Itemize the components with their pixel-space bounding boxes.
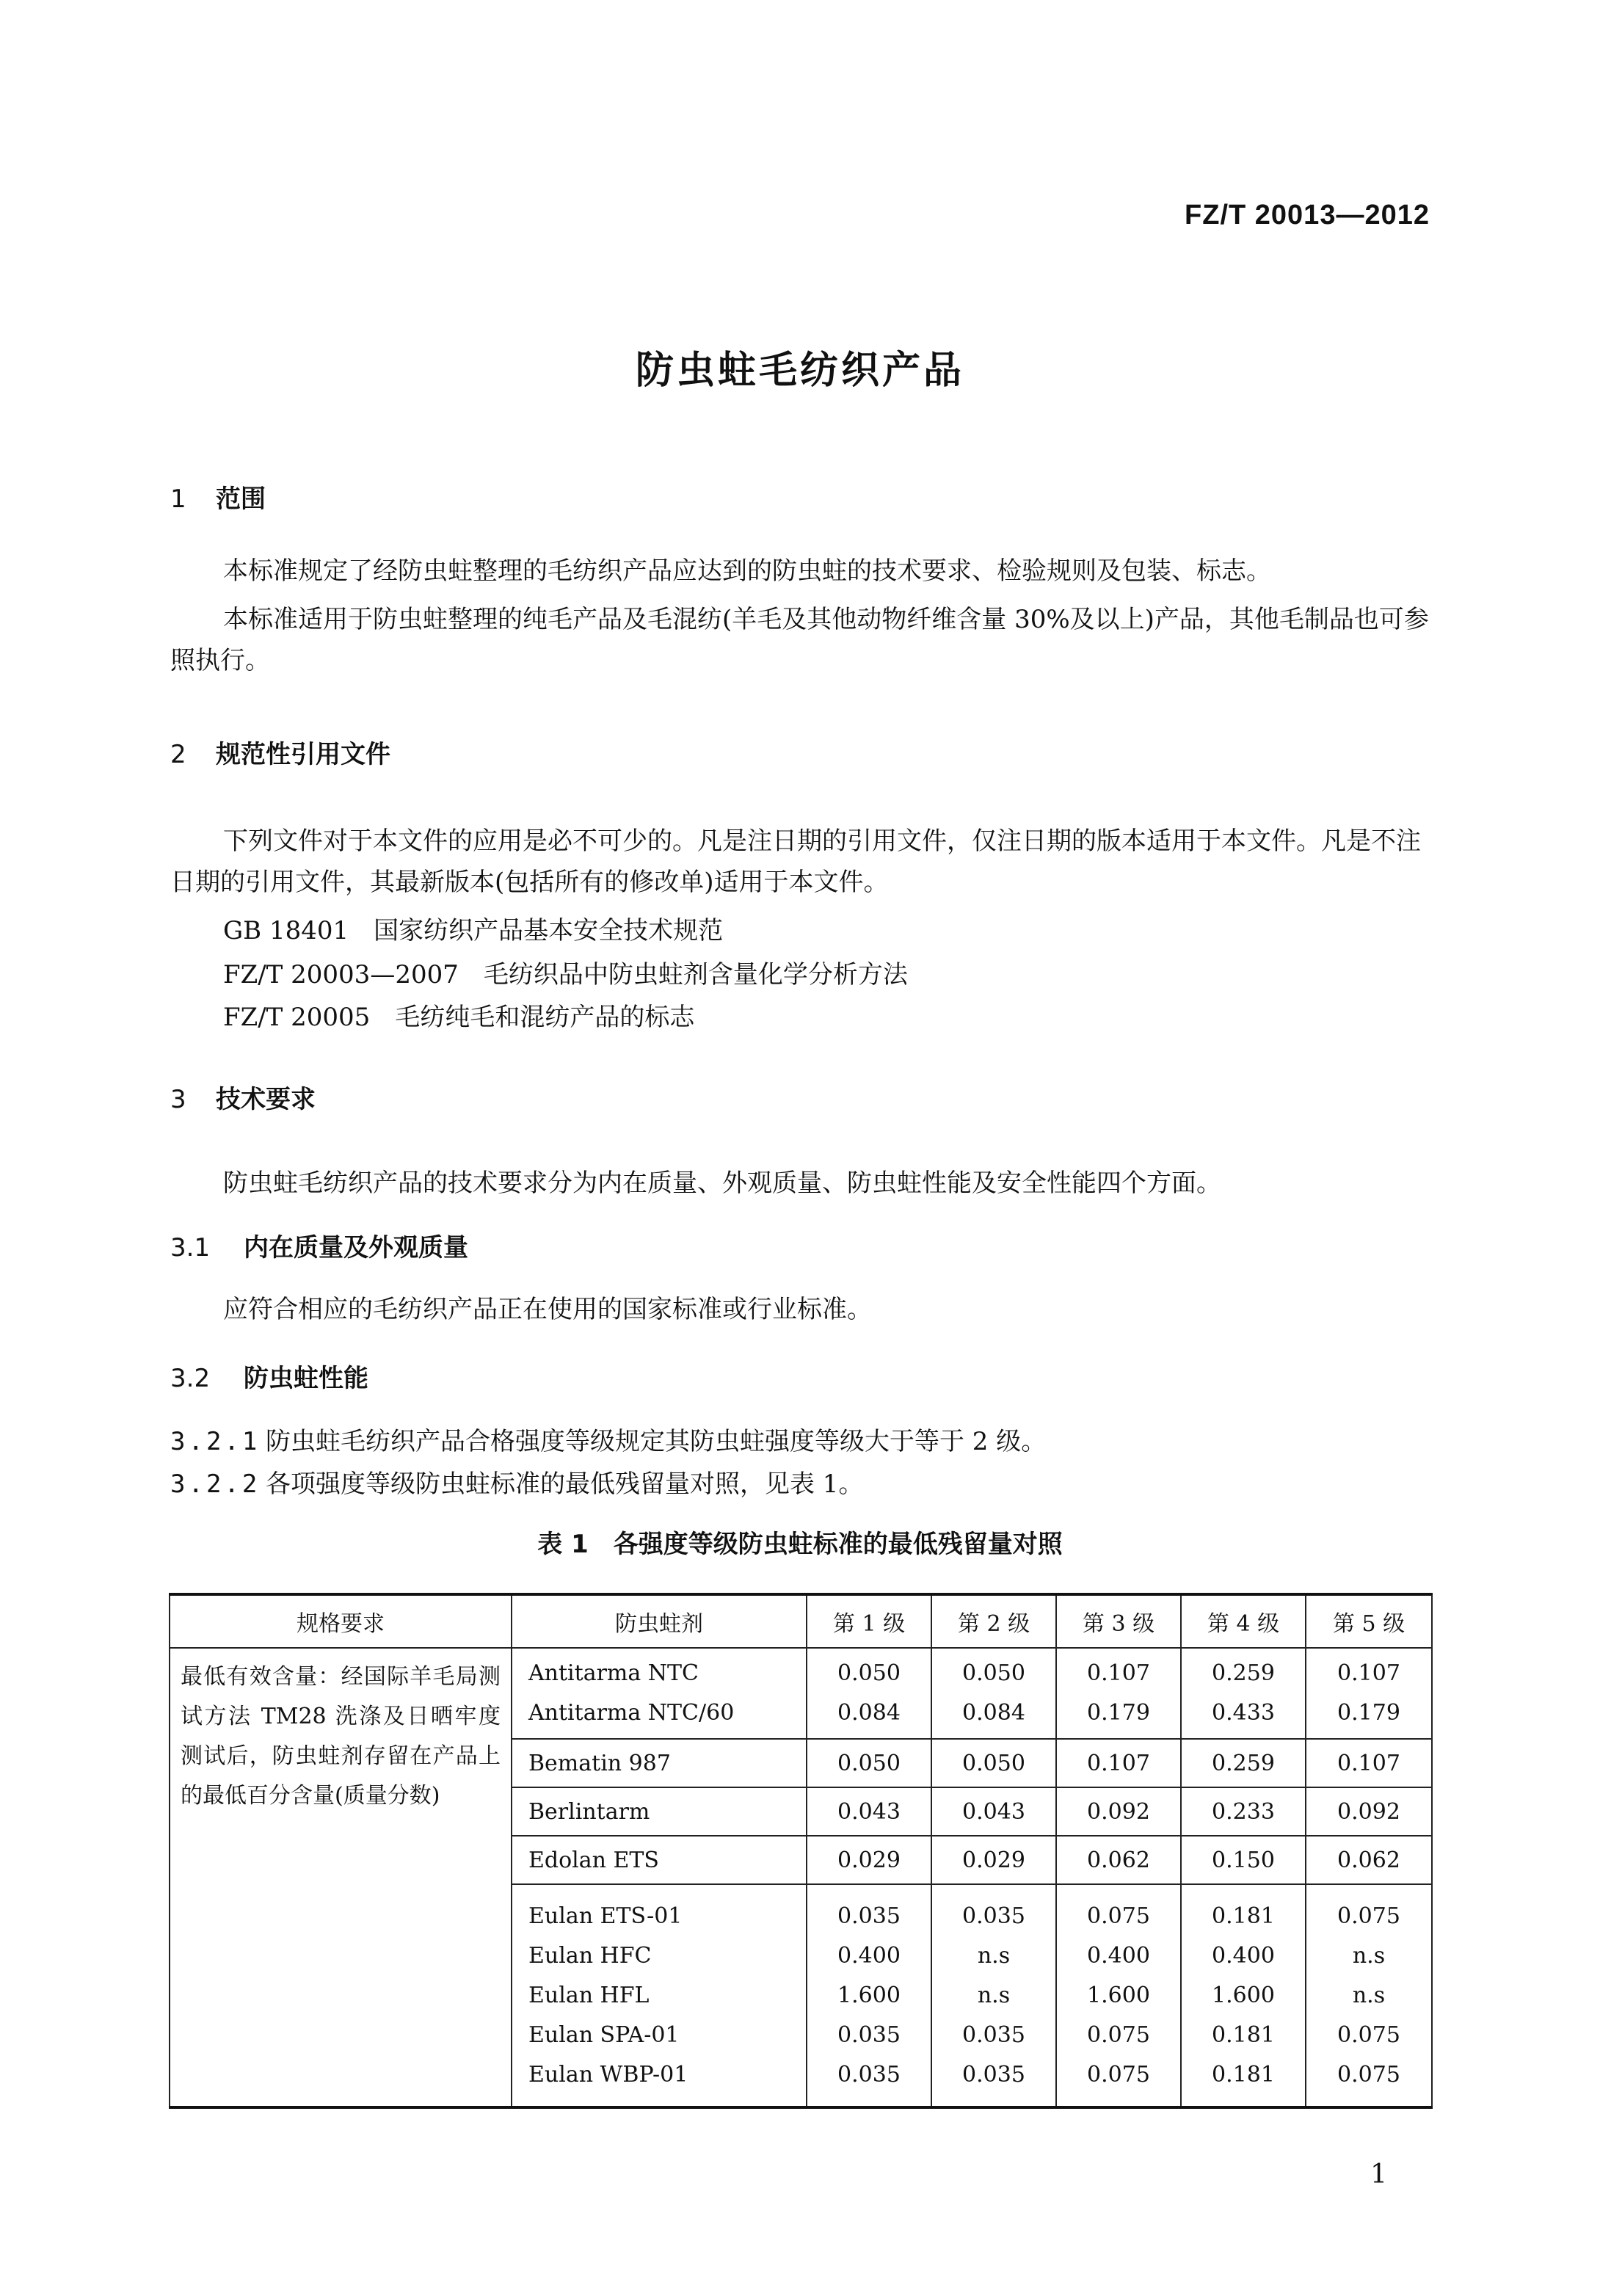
value: 0.035 [837, 2061, 901, 2088]
value: 0.035 [962, 1903, 1025, 1929]
value: 0.075 [1087, 2061, 1150, 2088]
value: 0.050 [837, 1660, 901, 1686]
grade-3-cell [1056, 1648, 1181, 1739]
page-number: 1 [1370, 2159, 1387, 2190]
value: 0.181 [1212, 2061, 1275, 2088]
value: 1.600 [1087, 1982, 1150, 2008]
section-3-2-heading [170, 1358, 368, 1394]
agent-name: Eulan ETS-01 [528, 1903, 683, 1929]
agent-name: Eulan SPA-01 [528, 2021, 680, 2048]
grade-4-cell [1181, 1884, 1306, 2107]
section-3-1-heading [170, 1227, 468, 1263]
value: 0.107 [1087, 1660, 1150, 1686]
column-header: 防虫蛀剂 [512, 1594, 807, 1648]
value: 0.259 [1212, 1660, 1275, 1686]
section-2-para-1: 下列文件对于本文件的应用是必不可少的。凡是注日期的引用文件，仅注日期的版本适用于本文件。凡是不注日期的引用文件，其最新版本(包括所有的修改单)适用于本文件。 [170, 827, 1421, 897]
grade-2-cell [931, 1884, 1056, 2107]
value: 0.400 [1212, 1942, 1275, 1969]
value: 0.050 [962, 1660, 1025, 1686]
section-title: 规范性引用文件 [216, 740, 390, 769]
agent-name: Eulan WBP-01 [528, 2061, 688, 2088]
value: 0.075 [1087, 2021, 1150, 2048]
grade-1-cell: 0.043 [807, 1787, 931, 1836]
value: 0.075 [1337, 2061, 1400, 2088]
clause-number: 3.2.2 [170, 1469, 261, 1499]
clause-3-2-2 [170, 1464, 863, 1500]
value: 0.035 [837, 1903, 901, 1929]
grade-3-cell: 0.092 [1056, 1787, 1181, 1836]
section-1-para-1: 本标准规定了经防虫蛀整理的毛纺织产品应达到的防虫蛀的技术要求、检验规则及包装、标志。 [223, 556, 1271, 586]
normative-reference: FZ/T 20005 毛纺纯毛和混纺产品的标志 [223, 1003, 695, 1032]
grade-1-cell: 0.050 [807, 1739, 931, 1787]
section-title: 范围 [216, 484, 266, 514]
grade-2-cell: 0.043 [931, 1787, 1056, 1836]
value: n.s [1352, 1982, 1386, 2008]
value: 0.400 [837, 1942, 901, 1969]
document-title: 防虫蛀毛纺织产品 [635, 349, 964, 393]
value: 0.035 [837, 2021, 901, 2048]
value: 0.084 [837, 1700, 901, 1726]
section-title: 技术要求 [216, 1085, 316, 1114]
value: n.s [977, 1982, 1011, 2008]
section-number: 3.2 [170, 1364, 211, 1393]
table-caption: 表 1 各强度等级防虫蛀标准的最低残留量对照 [537, 1530, 1063, 1559]
value: 0.035 [962, 2021, 1025, 2048]
agent-cell [512, 1884, 807, 2107]
requirement-cell: 最低有效含量：经国际羊毛局测试方法 TM28 洗涤及日晒牢度测试后，防虫蛀剂存留在产品上的最低百分含量(质量分数) [170, 1648, 512, 2107]
grade-1-cell [807, 1884, 931, 2107]
clause-3-2-1 [170, 1421, 1046, 1457]
value: 0.181 [1212, 2021, 1275, 2048]
agent-name: Antitarma NTC/60 [528, 1700, 735, 1726]
column-header: 第 5 级 [1306, 1594, 1432, 1648]
grade-2-cell: 0.050 [931, 1739, 1056, 1787]
value: 1.600 [837, 1982, 901, 2008]
column-header: 第 3 级 [1056, 1594, 1181, 1648]
normative-reference: FZ/T 20003—2007 毛纺织品中防虫蛀剂含量化学分析方法 [223, 960, 908, 989]
value: n.s [1352, 1942, 1386, 1969]
grade-5-cell: 0.092 [1306, 1787, 1432, 1836]
value: 0.400 [1087, 1942, 1150, 1969]
section-3-1-para-1: 应符合相应的毛纺织产品正在使用的国家标准或行业标准。 [223, 1295, 872, 1324]
column-header: 规格要求 [170, 1594, 512, 1648]
grade-4-cell: 0.150 [1181, 1836, 1306, 1884]
value: 0.084 [962, 1700, 1025, 1726]
agent-cell: Edolan ETS [512, 1836, 807, 1884]
value: 1.600 [1212, 1982, 1275, 2008]
grade-5-cell [1306, 1884, 1432, 2107]
value: 0.181 [1212, 1903, 1275, 1929]
grade-4-cell [1181, 1648, 1306, 1739]
agent-cell: Bematin 987 [512, 1739, 807, 1787]
value: n.s [977, 1942, 1011, 1969]
grade-3-cell: 0.107 [1056, 1739, 1181, 1787]
table-header-row [170, 1594, 1432, 1648]
grade-5-cell [1306, 1648, 1432, 1739]
grade-5-cell: 0.062 [1306, 1836, 1432, 1884]
residue-table [169, 1593, 1433, 2109]
clause-number: 3.2.1 [170, 1427, 261, 1456]
normative-reference: GB 18401 国家纺织产品基本安全技术规范 [223, 916, 724, 945]
column-header: 第 1 级 [807, 1594, 931, 1648]
column-header: 第 4 级 [1181, 1594, 1306, 1648]
section-title: 内在质量及外观质量 [244, 1233, 468, 1263]
value: 0.075 [1337, 2021, 1400, 2048]
section-2-heading [170, 734, 390, 770]
section-1-heading [170, 479, 266, 515]
section-title: 防虫蛀性能 [244, 1364, 368, 1393]
section-number: 3.1 [170, 1233, 211, 1263]
value: 0.179 [1087, 1700, 1150, 1726]
grade-3-cell [1056, 1884, 1181, 2107]
clause-text: 防虫蛀毛纺织产品合格强度等级规定其防虫蛀强度等级大于等于 2 级。 [266, 1427, 1047, 1456]
agent-cell [512, 1648, 807, 1739]
agent-name: Antitarma NTC [528, 1660, 699, 1686]
grade-1-cell: 0.029 [807, 1836, 931, 1884]
section-1-para-2: 本标准适用于防虫蛀整理的纯毛产品及毛混纺(羊毛及其他动物纤维含量 30%及以上)产品，其他毛制品也可参照执行。 [170, 605, 1429, 675]
value: 0.179 [1337, 1700, 1400, 1726]
section-number: 3 [170, 1085, 186, 1114]
value: 0.075 [1337, 1903, 1400, 1929]
value: 0.035 [962, 2061, 1025, 2088]
clause-text: 各项强度等级防虫蛀标准的最低残留量对照，见表 1。 [266, 1469, 864, 1499]
grade-1-cell [807, 1648, 931, 1739]
grade-5-cell: 0.107 [1306, 1739, 1432, 1787]
grade-2-cell [931, 1648, 1056, 1739]
column-header: 第 2 级 [931, 1594, 1056, 1648]
section-number: 1 [170, 484, 186, 514]
section-3-heading [170, 1079, 316, 1115]
value: 0.075 [1087, 1903, 1150, 1929]
grade-2-cell: 0.029 [931, 1836, 1056, 1884]
grade-4-cell: 0.259 [1181, 1739, 1306, 1787]
standard-number: FZ/T 20013—2012 [1185, 200, 1430, 230]
agent-name: Eulan HFL [528, 1982, 650, 2008]
value: 0.433 [1212, 1700, 1275, 1726]
value: 0.107 [1337, 1660, 1400, 1686]
grade-4-cell: 0.233 [1181, 1787, 1306, 1836]
section-3-para-1: 防虫蛀毛纺织产品的技术要求分为内在质量、外观质量、防虫蛀性能及安全性能四个方面。 [223, 1169, 1221, 1198]
section-number: 2 [170, 740, 186, 769]
agent-name: Eulan HFC [528, 1942, 652, 1969]
table-row [170, 1648, 1432, 1739]
agent-cell: Berlintarm [512, 1787, 807, 1836]
grade-3-cell: 0.062 [1056, 1836, 1181, 1884]
